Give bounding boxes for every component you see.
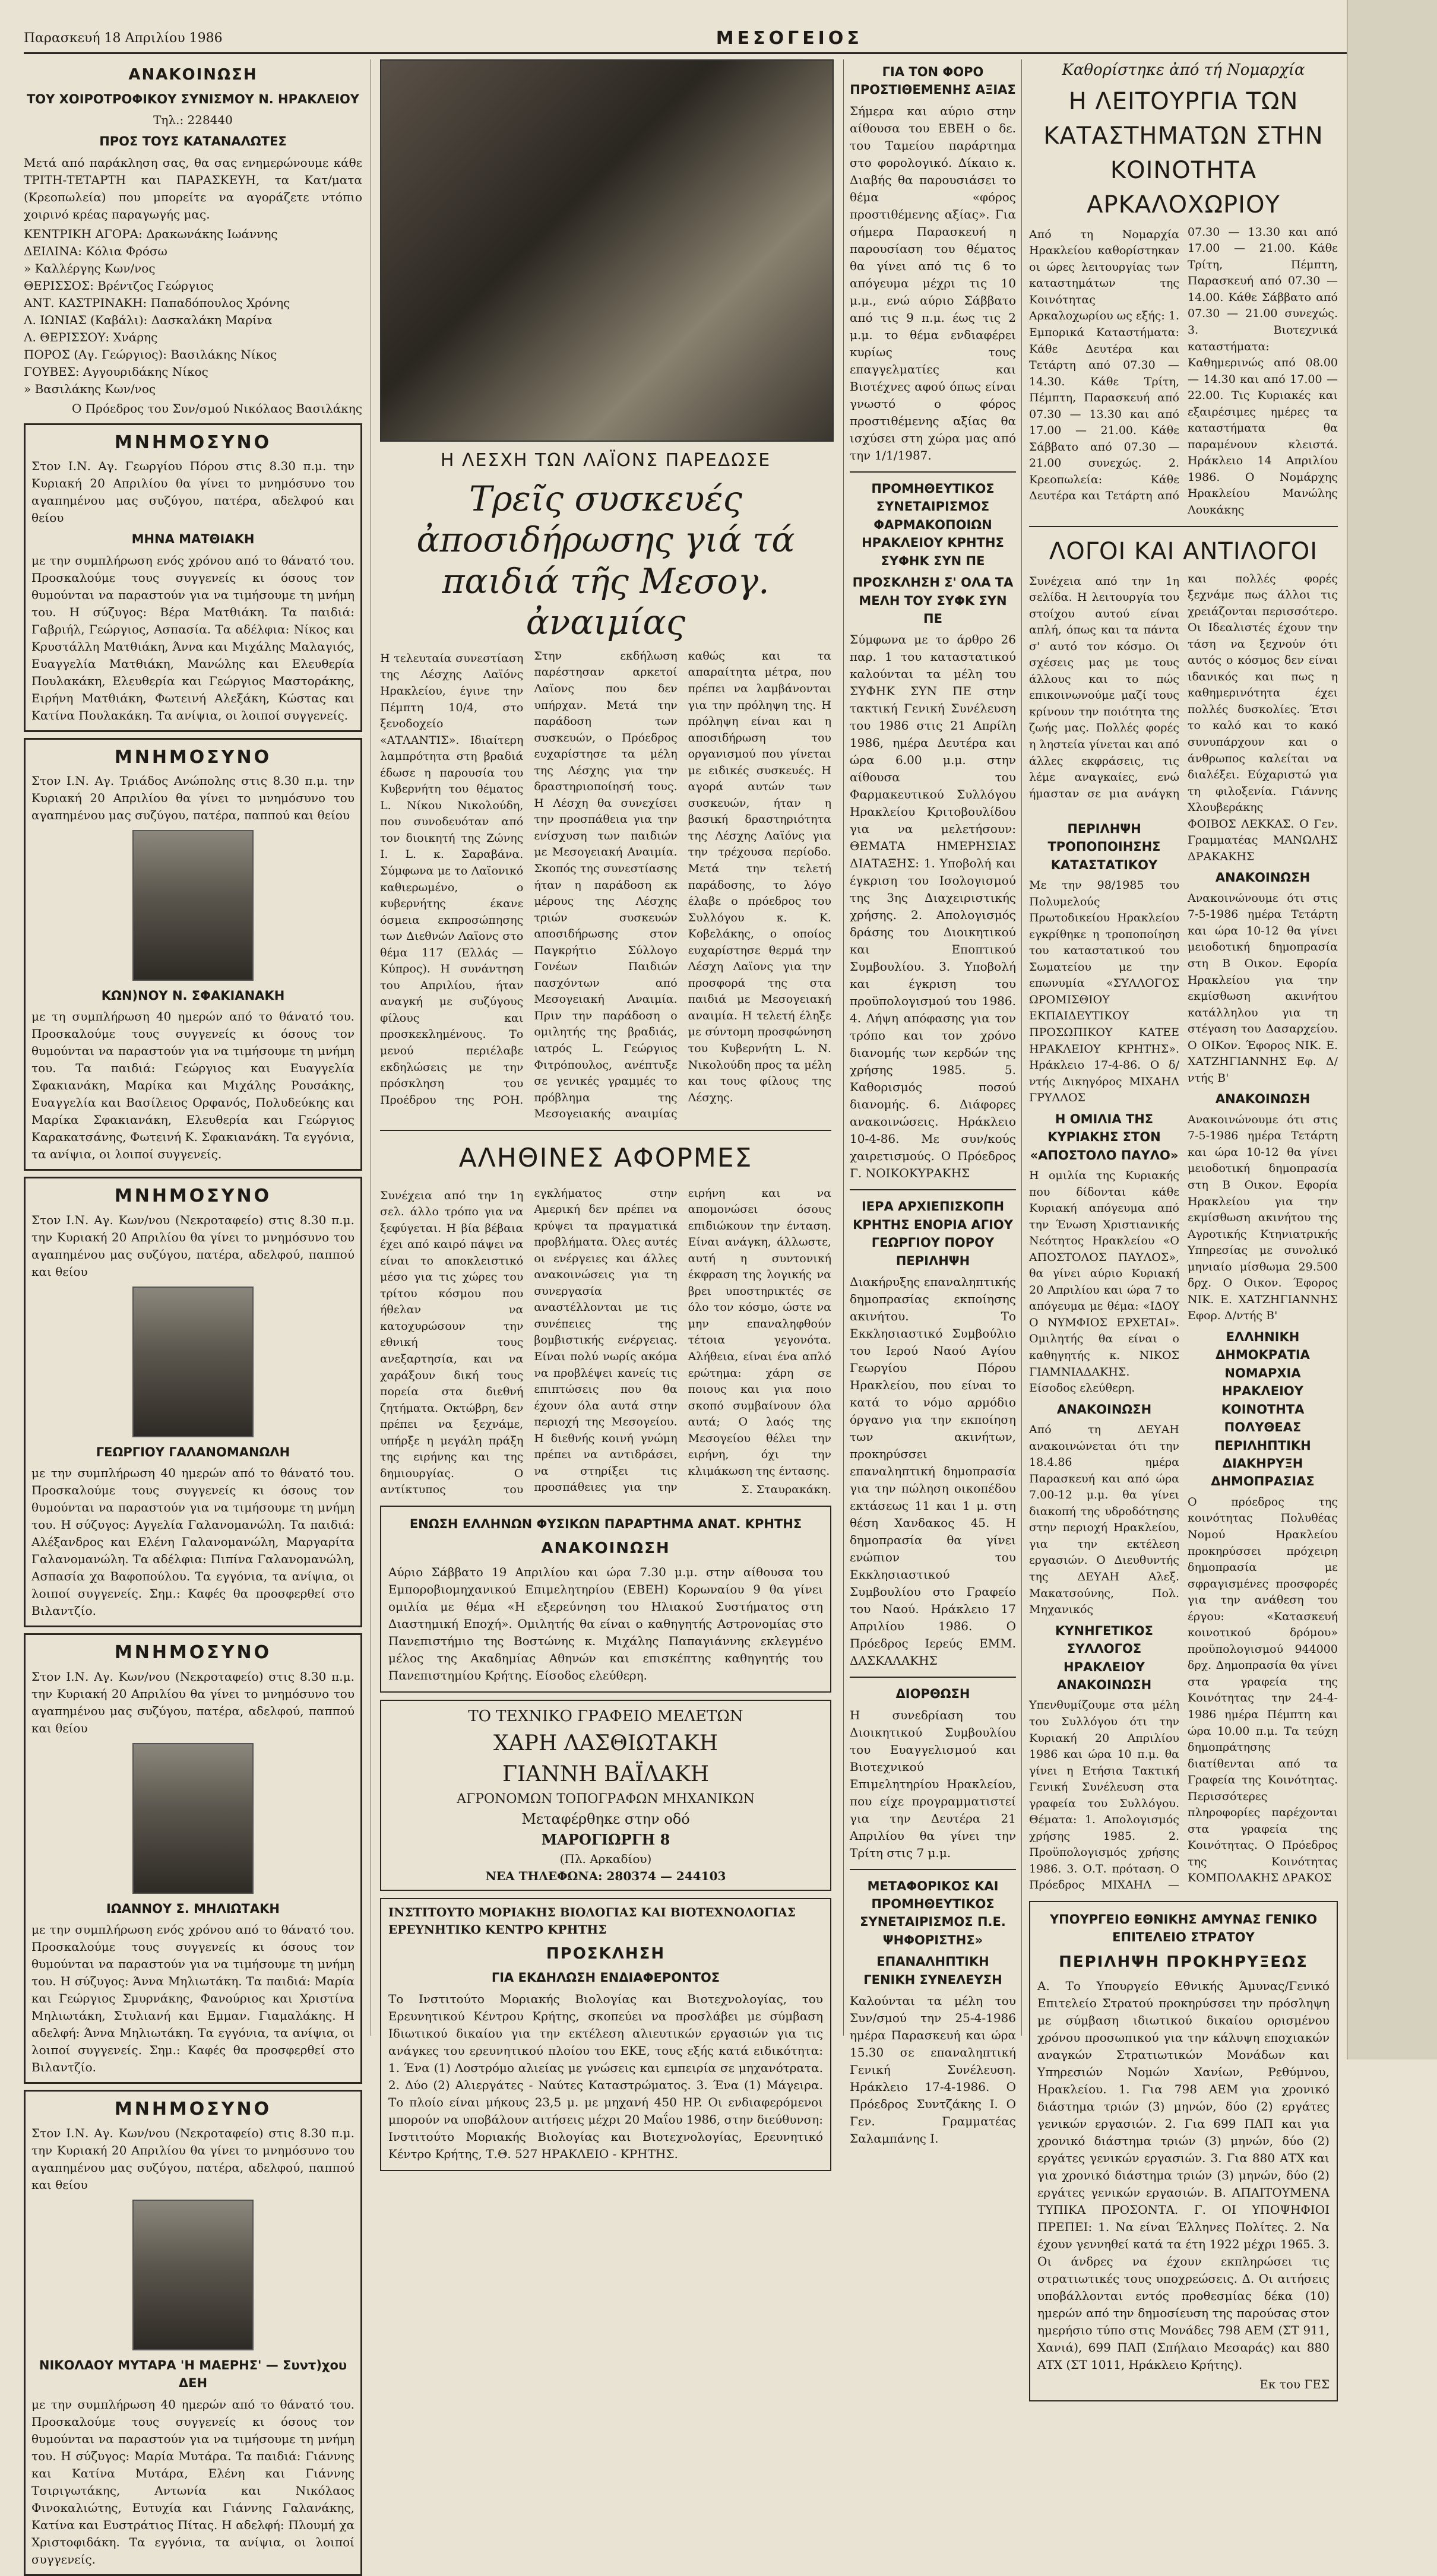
ann-tel: Τηλ.: 228440	[153, 113, 233, 128]
memorial-title: ΜΝΗΜΟΣΥΝΟ	[114, 1186, 272, 1207]
ges-org: ΥΠΟΥΡΓΕΙΟ ΕΘΝΙΚΗΣ ΑΜΥΝΑΣ ΓΕΝΙΚΟ ΕΠΙΤΕΛΕΙΟ ΣΤΡΑΤΟΥ	[1049, 1912, 1318, 1945]
ges-body: Α. Το Υπουργείο Εθνικής Άμυνας/Γενικό Επιτελείο Στρατού προκηρύσσει την πρόσληψη με σύμβαση ιδιωτικού δικαίου ορισμένου χρόνου προσωπικού για την κάλυψη εποχιακών αναγκών Στρατιωτικών Μονάδων και Υπηρεσιών Νομών Χανίων, Ρεθύμνου, Ηρακλείου. 1. Για 798 ΑΕΜ για χρονικό διάστημα τριών (3) μηνών, δύο (2) εργάτες γενικών εργασιών. 2. Για 699 ΠΑΠ και για χρονικό διάστημα τριών (3) μηνών, δύο (2) εργάτες γενικών εργασιών. 3. Για 880 ΑΤΧ και για χρονικό διάστημα τριών (3) μηνών, δύο (2) εργάτες γενικών εργασιών. Β. ΑΠΑΙΤΟΥΜΕΝΑ ΤΥΠΙΚΑ ΠΡΟΣΟΝΤΑ. Γ. ΟΙ ΥΠΟΨΗΦΙΟΙ ΠΡΕΠΕΙ: 1. Να είναι Έλληνες Πολίτες. 2. Να έχουν γεννηθεί κατά τα έτη 1922 μέχρι 1965. 3. Οι άνδρες να έχουν εκπληρώσει τις στρατιωτικές τους υποχρεώσεις. Δ. Οι αιτήσεις υποβάλλονται εντός προθεσμίας δέκα (10) ημερών από την δημοσίευση της παρούσας στον ημερήσιο τύπο στις Μονάδες 798 ΑΕΜ (ΣΤ 911, Χανιά), 699 ΠΑΠ (Σπήλαιο Μεσαράς) και 880 ΑΤΧ (ΣΤ 1011, Ηράκλειο Κρήτης).	[1037, 1978, 1330, 2372]
ann-list-item: » Καλλέργης Κων/νος	[24, 261, 156, 275]
header-date: Παρασκευή 18 Απριλίου 1986	[24, 30, 223, 46]
tech-office-ad	[380, 1700, 831, 1891]
efe-box	[380, 1506, 831, 1693]
lions-kicker: Η ΛΕΣΧΗ ΤΩΝ ΛΑΪΟΝΣ ΠΑΡΕΔΩΣΕ	[440, 450, 771, 471]
memorial-title: ΜΝΗΜΟΣΥΝΟ	[114, 2099, 272, 2120]
ann-list-item: ΚΕΝΤΡΙΚΗ ΑΓΟΡΑ: Δρακωνάκης Ιωάννης	[24, 226, 278, 241]
memorial-name: ΓΕΩΡΓΙΟΥ ΓΑΛΑΝΟΜΑΝΩΛΗ	[96, 1444, 290, 1459]
memorial-name: ΝΙΚΟΛΑΟΥ ΜΥΤΑΡΑ 'Η ΜΑΕΡΗΣ' — Συντ)χου ΔΕΗ	[39, 2358, 347, 2391]
dior-title: ΔΙΟΡΘΩΣΗ	[895, 1687, 970, 1702]
metaf-sub: ΕΠΑΝΑΛΗΠΤΙΚΗ ΓΕΝΙΚΗ ΣΥΝΕΛΕΥΣΗ	[863, 1954, 1002, 1987]
tech-line-7: (Πλ. Αρκαδίου)	[559, 1851, 652, 1866]
inst-body: Το Ινστιτούτο Μοριακής Βιολογίας και Βιοτεχνολογίας, του Ερευνητικού Κέντρου Κρήτης, σκοπεύει να προσλάβει με σύμβαση Ιδιωτικού δικαίου για την εκτέλεση αλιευτικών εργασιών για τις ανάγκες του ερευνητικού πλοίου του ΕΚΕ, τους εξής κατά ειδικότητα: 1. Ένα (1) Λοστρόμο αλιείας με γνώσεις και εμπειρία σε μηχανότρατα. 2. Δύο (2) Αλιεργάτες - Ναύτες Καταστρώματος. 3. Ένα (1) Μάγειρα. Το πλοίο είναι μήκους 23,5 μ. με μηχανή 450 HP. Οι ενδιαφερόμενοι μπορούν να υποβάλουν αιτήσεις μέχρι 20 Μαΐου 1986, στην διεύθυνση: Ινστιτούτο Μοριακής Βιολογίας και Βιοτεχνολογίας, Ερευνητικό Κέντρο Κρήτης, Τ.Θ. 527 ΗΡΑΚΛΕΙΟ - ΚΡΗΤΗΣ.	[388, 1991, 823, 2161]
lions-body: Η τελευταία συνεστίαση της Λέσχης Λαϊόνς Ηρακλείου, έγινε την Πέμπτη 10/4, στο ξενοδοχείο «ΑΤΛΑΝΤΙΣ». Ιδιαίτερη λαμπρότητα στη βραδιά έδωσε η παρουσία του Κυβερνήτη του θέματος L. Νίκου Νικολούδη, που συνοδευόταν από τον διοικητή της Ζώνης Ι. L. κ. Σαραβάνα. Σύμφωνα με το Λαϊονικό καθιερωμένο, ο κυβερνήτης έκανε όσμεια εκπροσώπησης των Διεθνών Λαϊονς στο θέμα 117 (Ελλάς — Κύπρος). Η συνάντηση του Απριλίου, ήταν αναγκή με συζύγους φίλους και προσκεκλημένους. Το μενού περιέλαβε εκδηλώσεις με την πρόσκληση του Προέδρου της ΡΟΗ. Στην εκδήλωση παρέστησαν αρκετοί Λαϊονς που δεν υπήρχαν. Μετά την παράδοση των συσκευών, ο Πρόεδρος ευχαρίστησε τα μέλη της Λέσχης για την δραστηριοποίησή τους. Η Λέσχη θα συνεχίσει την προσπάθεια για την ενίσχυση των παιδιών με Μεσογειακή Αναιμία. Σκοπός της συνεστίασης ήταν η παράδοση εκ μέρους της Λέσχης τριών συσκευών αποσιδήρωσης στον Παγκρήτιο Σύλλογο Γονέων Παιδιών πασχόντων από Μεσογειακή Αναιμία. Πριν την παράδοση ο ομιλητής της βραδιάς, ιατρός L. Γεώργιος Φιτρόπουλος, ανέπτυξε σε γενικές γραμμές το πρόβλημα της Μεσογειακής αναιμίας καθώς και τα απαραίτητα μέτρα, που πρέπει να λαμβάνονται για την πρόληψη της. Η πρόληψη είναι και η αποσιδήρωση του οργανισμού που γίνεται με ειδικές συσκευές. Η αγορά αυτών των συσκευών, ήταν η βασική δραστηριότητα της Λέσχης Λαϊόνς για την τρέχουσα περίοδο. Μετά την τελετή παράδοσης, το λόγο έλαβε ο πρόεδρος του Συλλόγου κ. Κ. Κοβελάκης, ο οποίος ευχαρίστησε θερμά την Λέσχη Λαϊονς για την προσφορά της στα παιδιά με Μεσογειακή αναιμία. Η τελετή έληξε με σύντομη προσφώνηση του Κυβερνήτη L. Ν. Νικολούδη προς τα μέλη και τους φίλους της Λέσχης.	[380, 649, 831, 1121]
memorial-body: Στον Ι.Ν. Αγ. Κων/νου (Νεκροταφείο) στις 8.30 π.μ. την Κυριακή 20 Απριλίου θα γίνει το μνημόσυνο του αγαπημένου μας συζύγου, πατέρα, αδελφού, παππού και θείου	[31, 1669, 354, 1735]
memorial-rest: με τη συμπλήρωση 40 ημερών από το θάνατό του. Προσκαλούμε τους συγγενείς κι όσους τον θυμούνται να παραστούν για να τιμήσουμε τη μνήμη του. Τα παιδιά: Γεώργιος και Ευαγγελία Σφακιανάκη, Μαρίκα και Μιχάλης Ρουσάκης, Ευαγγελία και Βασίλειος Ορφανός, Πολυδεύκης και Μαρίκα Σφακιανάκη, Ελευθερία και Γεώργιος Καρακατσάνης, Φωτεινή Κ. Σφακιανάκη. Τα εγγόνια, τα ανίψια, οι λοιποί συγγενείς.	[31, 1009, 354, 1162]
anak1-body: Ανακοινώνουμε ότι στις 7-5-1986 ημέρα Τετάρτη και ώρα 10-12 θα γίνει μειοδοτική δημοπρασία στη Β Οικον. Εφορία Ηρακλείου για την εκμίσθωση ακινήτου κατάλληλου για τη στέγαση του Δασαρχείου. Ο ΟΙΚον. Έφορος ΝΙΚ. Ε. ΧΑΤΖΗΓΙΑΝΝΗΣ Εφ. Δ/ντής Β'	[1188, 891, 1338, 1085]
metaf-body: Καλούνται τα μέλη του Συν/σμού την 25-4-1986 ημέρα Παρασκευή και ώρα 15.30 σε επαναληπτική Γενική Συνέλευση. Ηράκλειο 17-4-1986. Ο Πρόεδρος Συντζάκης Ι. Ο Γεν. Γραμματέας Σαλαμπάνης Ι.	[850, 1994, 1016, 2146]
memorial-4	[24, 1633, 362, 2084]
inst-sub: ΓΙΑ ΕΚΔΗΛΩΣΗ ΕΝΔΙΑΦΕΡΟΝΤΟΣ	[491, 1970, 720, 1985]
lions-article	[380, 648, 831, 1123]
ierd-body: Διακήρυξης επαναληπτικής δημοπρασίας εκποίησης ακινήτου. Το Εκκλησιαστικό Συμβούλιο του Ιερού Ναού Αγίου Γεωργίου Πόρου Ηρακλείου, που είναι το κατά το νόμο αρμόδιο όργανο για την εκποίηση των ακινήτων, προκηρύσσει επαναληπτική δημοπρασία για την πώληση οικοπέδου εκτάσεως 11 και 1 μ. στη θέση Χανδακος 45. Η δημοπρασία θα γίνει ενώπιον του Εκκλησιαστικού Συμβουλίου στο Γραφείο του Ναού. Ηράκλειο 17 Απριλίου 1986. Ο Πρόεδρος Ιερεύς ΕΜΜ. ΔΑΣΚΑΛΑΚΗΣ	[850, 1275, 1016, 1668]
tech-line-2: ΧΑΡΗ ΛΑΣΘΙΩΤΑΚΗ	[493, 1731, 719, 1756]
column-1	[24, 59, 371, 2567]
kyn-title: ΚΥΝΗΓΕΤΙΚΟΣ ΣΥΛΛΟΓΟΣ ΗΡΑΚΛΕΙΟΥ ΑΝΑΚΟΙΝΩΣΗ	[1055, 1623, 1153, 1692]
ann-list-item: ΠΟΡΟΣ (Αγ. Γεώργιος): Βασιλάκης Νίκος	[24, 347, 277, 362]
farm-sub: ΠΡΟΣΚΛΗΣΗ Σ' ΟΛΑ ΤΑ ΜΕΛΗ ΤΟΥ ΣΥΦΚ ΣΥΝ ΠΕ	[852, 575, 1014, 626]
dim-title: ΕΛΛΗΝΙΚΗ ΔΗΜΟΚΡΑΤΙΑ ΝΟΜΑΡΧΙΑ ΗΡΑΚΛΕΙΟΥ ΚΟΙΝΟΤΗΤΑ ΠΟΛΥΘΕΑΣ ΠΕΡΙΛΗΠΤΙΚΗ ΔΙΑΚΗΡΥΞΗ ΔΗΜΟΠΡΑΣΙΑΣ	[1211, 1329, 1315, 1489]
ann-list-item: Λ. ΙΩΝΙΑΣ (Καβάλι): Δασκαλάκη Μαρίνα	[24, 312, 273, 327]
column-2	[380, 59, 831, 2161]
memorial-title: ΜΝΗΜΟΣΥΝΟ	[114, 432, 272, 453]
farm-title: ΠΡΟΜΗΘΕΥΤΙΚΟΣ ΣΥΝΕΤΑΙΡΙΣΜΟΣ ΦΑΡΜΑΚΟΠΟΙΩΝ ΗΡΑΚΛΕΙΟΥ ΚΡΗΤΗΣ ΣΥΦΗΚ ΣΥΝ ΠΕ	[862, 481, 1004, 568]
column-4	[1021, 59, 1338, 2391]
metaf-title: ΜΕΤΑΦΟΡΙΚΟΣ ΚΑΙ ΠΡΟΜΗΘΕΥΤΙΚΟΣ ΣΥΝΕΤΑΙΡΙΣΜΟΣ Π.Ε. ΨΗΦΟΡΙΣΤΗΣ»	[860, 1878, 1006, 1947]
memorial-body: Στον Ι.Ν. Αγ. Τριάδος Ανώπολης στις 8.30 π.μ. την Κυριακή 20 Απριλίου θα γίνει το μνημόσυνο του αγαπημένου μας συζύγου, πατέρα, παππού και θείου	[31, 774, 354, 822]
page-header	[24, 24, 1413, 54]
ges-sign: Εκ του ΓΕΣ	[1259, 2377, 1330, 2391]
portrait-photo	[132, 1743, 254, 1894]
tech-line-1: ΤΟ ΤΕΧΝΙΚΟ ΓΡΑΦΕΙΟ ΜΕΛΕΤΩΝ	[468, 1707, 743, 1726]
memorial-2	[24, 738, 362, 1171]
ierd-title: ΙΕΡΑ ΑΡΧΙΕΠΙΣΚΟΠΗ ΚΡΗΤΗΣ ΕΝΟΡΙΑ ΑΓΙΟΥ ΓΕΩΡΓΙΟΥ ΠΟΡΟΥ ΠΕΡΙΛΗΨΗ	[853, 1199, 1013, 1268]
stasi-body: Με την 98/1985 του Πολυμελούς Πρωτοδικείου Ηρακλείου εγκρίθηκε η τροποποίηση του καταστατικού του Σωματείου με την επωνυμία «ΣΥΛΛΟΓΟΣ ΩΡΟΜΙΣΘΙΟΥ ΕΚΠΑΙΔΕΥΤΙΚΟΥ ΠΡΟΣΩΠΙΚΟΥ ΚΑΤΕΕ ΗΡΑΚΛΕΙΟΥ ΚΡΗΤΗΣ». Ηράκλειο 17-4-86. Ο δ/ντής Δικηγόρος ΜΙΧΑΗΛ ΓΡΥΛΛΟΣ	[1029, 879, 1179, 1105]
logoi-body: Συνέχεια από την 1η σελίδα. Η λειτουργία του στοίχου αυτού είναι απλή, όπως και τα πάντα σ' αυτό τον κόσμο. Οι σχέσεις μας με τους άλλους και το πώς επικοινωνούμε μαζί τους κρίνουν την ποιότητα της ζωής μας. Πολλές φορές η ληστεία γίνεται και από άλλες εκφράσεις, τις λέμε αναγκαίες, ενώ ήμασταν σε μια ανάγκη και πολλές φορές ξεχνάμε πως άλλοι τις χρειάζονται περισσότερο. Οι Ιδεαλιστές έχουν την τάση να ξεχνούν ότι αυτός ο κόσμος δεν είναι ιδανικός και πως η καθημερινότητα έχει πολλές δυσκολίες. Έτσι το καλό και το κακό συνυπάρχουν και ο άνθρωπος καλείται να διαλέξει. Εύχαριστώ για τη φιλοξενία. Γιάννης Χλουβεράκης	[1029, 572, 1338, 815]
ges-title: ΠΕΡΙΛΗΨΗ ΠΡΟΚΗΡΥΞΕΩΣ	[1059, 1953, 1308, 1971]
tech-line-6: ΜΑΡΟΓΙΩΡΓΗ 8	[541, 1830, 670, 1848]
memorial-rest: με την συμπλήρωση ενός χρόνου από το θάνατό του. Προσκαλούμε τους συγγενείς κι όσους τον θυμούνται να παραστούν για να τιμήσουμε τη μνήμη του. Η σύζυγος: Άννα Μηλιωτάκη. Τα παιδιά: Μαρία και Γεώργιος Σμυρνάκης, Φανούριος και Χριστίνα Μηλιωτάκη, Στυλιανή και Εμμαν. Γιαμαλάκης. Η αδελφή: Άννα Μηλιωτάκη. Τα εγγόνια, τα ανίψια, οι λοιποί συγγενείς. Σημ.: Καφές θα προσφερθεί στο Βιλαντζίο.	[31, 1922, 354, 2075]
dim-body: Ο πρόεδρος της κοινότητας Πολυθέας Νομού Ηρακλείου προκηρύσσει πρόχειρη δημοπρασία με σφραγισμένες προσφορές για την ανάθεση του έργου: «Κατασκευή κοινοτικού δρόμου» προϋπολογισμού 944000 δρχ. Δημοπρασία θα γίνει στα γραφεία της Κοινότητας την 24-4-1986 ημέρα Πέμπτη και ώρα 10.00 π.μ. Τα τεύχη δημοπράτησης διατίθενται από τα Γραφεία της Κοινότητας. Περισσότερες πληροφορίες παρέχονται στα γραφεία της Κοινότητας. Ο Πρόεδρος της Κοινότητας ΚΟΜΠΟΛΑΚΗΣ ΔΡΑΚΟΣ	[1188, 1495, 1338, 1885]
memorial-5	[24, 2090, 362, 2575]
anak2-title: ΑΝΑΚΟΙΝΩΣΗ	[1215, 1092, 1311, 1107]
memorial-rest: με την συμπλήρωση 40 ημερών από το θάνατό του. Προσκαλούμε τους συγγενείς κι όσους τον θυμούνται να παραστούν για να τιμήσουμε τη μνήμη του. Η σύζυγος: Μαρία Μυτάρα. Τα παιδιά: Γιάννης και Κατίνα Μυτάρα, Ελένη και Γιάννης Τσιριγωτάκης, Αντωνία και Νικόλαος Φινοκαλιώτης, Ευτυχία και Γιάννης Γαλανάκης, Κατίνα και Ευστράτιος Πίτας. Η αδελφή: Πλουμή χα Χριστοφιδάκη. Τα εγγόνια, τα ανίψια, οι λοιποί συγγενείς.	[31, 2397, 354, 2567]
dior-body: Η συνεδρίαση του Διοικητικού Συμβουλίου του Ευαγγελισμού και Βιοτεχνικού Επιμελητηρίου Ηρακλείου, που είχε προγραμματιστεί για την Δευτέρα 21 Απριλίου θα γίνει την Τρίτη στις 7 μ.μ.	[850, 1707, 1016, 1860]
tech-line-8: ΝΕΑ ΤΗΛΕΦΩΝΑ: 280374 — 244103	[485, 1868, 726, 1883]
ann-list-item: » Βασιλάκης Κων/νος	[24, 381, 156, 396]
memorial-title: ΜΝΗΜΟΣΥΝΟ	[114, 1642, 272, 1664]
omilia-body: Η ομιλία της Κυριακής που δίδονται κάθε Κυριακή απόγευμα από την Ένωση Χριστιανικής Νεότητος Ηρακλείου «Ο ΑΠΟΣΤΟΛΟΣ ΠΑΥΛΟΣ», θα γίνει αύριο Κυριακή 20 Απριλίου και ώρα 7 το απόγευμα με θέμα: «ΙΔΟΥ Ο ΝΥΜΦΙΟΣ ΕΡΧΕΤΑΙ». Ομιλητής θα είναι ο καθηγητής κ. ΝΙΚΟΣ ΓΙΑΜΝΙΑΔΑΚΗΣ. Είσοδος ελεύθερη.	[1029, 1169, 1179, 1395]
lower-section	[1029, 816, 1338, 1894]
ann-list-item: ΔΕΙΛΙΝΑ: Κόλια Φρόσω	[24, 243, 167, 258]
stasi-title: ΠΕΡΙΛΗΨΗ ΤΡΟΠΟΠΟΙΗΣΗΣ ΚΑΤΑΣΤΑΤΙΚΟΥ	[1047, 821, 1161, 872]
memorial-name: ΜΗΝΑ ΜΑΤΘΙΑΚΗ	[131, 532, 255, 547]
kad-article	[1029, 224, 1338, 519]
omilia-title: Η ΟΜΙΛΙΑ ΤΗΣ ΚΥΡΙΑΚΗΣ ΣΤΟΝ «ΑΠΟΣΤΟΛΟ ΠΑΥΛΟ»	[1030, 1111, 1179, 1162]
kad-body: Από τη Νομαρχία Ηρακλείου καθορίστηκαν οι ώρες λειτουργίας των καταστημάτων της Κοινότητας Αρκαλοχωρίου ως εξής: 1. Εμπορικά Καταστήματα: Κάθε Δευτέρα και Τετάρτη από 07.30 — 14.30. Κάθε Τρίτη, Πέμπτη, Παρασκευή από 07.30 — 13.30 και από 17.00 — 21.00. Κάθε Σάββατο από 07.30 — 21.00 συνεχώς. 2. Κρεοπωλεία: Κάθε Δευτέρα και Τετάρτη από 07.30 — 13.30 και από 17.00 — 21.00. Κάθε Τρίτη, Πέμπτη, Παρασκευή από 07.30 — 14.00. Κάθε Σάββατο από 07.30 — 21.00 συνεχώς. 3. Βιοτεχνικά καταστήματα: Καθημερινώς από 08.00 — 14.30 και από 17.00 — 22.00. Τις Κυριακές και εξαιρέσιμες ημέρες τα καταστήματα θα παραμένουν κλειστά. Ηράκλειο 14 Απριλίου 1986. Ο Νομάρχης Ηρακλείου Μανώλης Λουκάκης	[1029, 225, 1338, 517]
ann-list-item: Λ. ΘΕΡΙΣΣΟΥ: Χνάρης	[24, 329, 158, 344]
memorial-1	[24, 423, 362, 732]
foros-title: ΓΙΑ ΤΟΝ ΦΟΡΟ ΠΡΟΣΤΙΘΕΜΕΝΗΣ ΑΞΙΑΣ	[850, 65, 1016, 97]
memorial-rest: με την συμπλήρωση ενός χρόνου από το θάνατό του. Προσκαλούμε τους συγγενείς κι όσους τον θυμούνται να παραστούν για να τιμήσουμε τη μνήμη του. Η σύζυγος: Βέρα Ματθιάκη. Τα παιδιά: Γαβριήλ, Γεώργιος, Ασπασία. Τα αδέλφια: Νίκος και Κρυστάλλη Ματθιάκη, Άννα και Μιχάλης Μαλαγιός, Ευαγγελία Ματθιάκη, Μανώλης και Ελευθερία Πουλακάκη, Ελευθερία και Γεώργιος Μαστοράκης, Ειρήνη Ματθιάκη, Φωτεινή Αλεξάκη, Κώστας και Κατίνα Πουλακάκη. Τα ανίψια, οι λοιποί συγγενείς.	[31, 553, 354, 723]
column-3	[843, 59, 1016, 2146]
alithines-body: Συνέχεια από την 1η σελ. άλλο τρόπο για να ξεφύγεται. Η βία βέβαια έχει από καιρό πάψει να είναι το αποκλειστικό μέσο για τις χώρες του τρίτου κόσμου που ήθελαν να κατοχυρώσουν την εθνική τους ανεξαρτησία, και να χαράξουν δική τους πορεία στα διεθνή ζητήματα. Οκτώβρη, δεν πρέπει να ξεχνάμε, υπήρξε η μεγάλη πράξη της ειρήνης και της δημιουργίας. Ο αντίκτυπος του εγκλήματος στην Αμερική δεν πρέπει να κρύψει τα πραγματικά προβλήματα. Όλες αυτές οι ενέργειες και άλλες ανακοινώσεις για τη συνεργασία αναστέλλονται με τις συνέπειες της βομβιστικής ενέργειας. Είναι πολύ νωρίς ακόμα να προβλέψει κανείς τις επιπτώσεις που θα έχουν όλα αυτά στην περιοχή της Μεσογείου. Η διεθνής κοινή γνώμη πρέπει να αντιδράσει, να στηρίξει τις προσπάθειες για την ειρήνη και να απομονώσει όσους επιδιώκουν την ένταση. Είναι ανάγκη, άλλωστε, αυτή η συντονική έκφραση της λογικής να βρει υποστηρικτές σε όλο τον κόσμο, ώστε να μην επαναληφθούν τέτοια γεγονότα. Αλήθεια, είναι ένα απλό ερώτημα: χάρη σε ποιους και για ποιο σκοπό συμβαίνουν όλα αυτά; Ο λαός της Μεσογείου θέλει την ειρήνη, όχι την κλιμάκωση της έντασης.	[380, 1186, 831, 1497]
kad-headline: Η ΛΕΙΤΟΥΡΓΙΑ ΤΩΝ ΚΑΤΑΣΤΗΜΑΤΩΝ ΣΤΗΝ ΚΟΙΝΟΤΗΤΑ ΑΡΚΑΛΟΧΩΡΙΟΥ	[1043, 87, 1324, 218]
deyah-body: Από τη ΔΕΥΑΗ ανακοινώνεται ότι την 18.4.86 ημέρα Παρασκευή και από ώρα 7.00-12 μ.μ. θα γίνει διακοπή της υδροδότησης στην περιοχή Ηρακλείου, για την εκτέλεση εργασιών. Ο Διευθυντής της ΔΕΥΑΗ Αλεξ. Μακατσούνης, Πολ. Μηχανικός	[1029, 1423, 1179, 1617]
efe-body: Αύριο Σάββατο 19 Απριλίου και ώρα 7.30 μ.μ. στην αίθουσα του Εμποροβιομηχανικού Επιμελητηρίου (ΕΒΕΗ) Κορωναίου 9 θα γίνει ομιλία με θέμα «Η εξερεύνηση του Ηλιακού Συστήματος στη Διαστημική Εποχή». Ομιλητής θα είναι ο καθηγητής Αστρονομίας στο Πανεπιστήμιο της Βοστώνης κ. Μιχάλης Παπαγιάννης εκλεγμένο μέλος της Ακαδημίας Αθηνών και επισκέπτης καθηγητής του Πανεπιστημίου Κρήτης. Είσοδος ελεύθερη.	[388, 1565, 823, 1683]
alithines-sign: Σ. Σταυρακάκη.	[741, 1483, 831, 1497]
divider	[380, 1130, 831, 1131]
page-edge	[1347, 0, 1437, 2059]
ann-list-item: ΘΕΡΙΣΣΟΣ: Βρέντζος Γεώργιος	[24, 278, 214, 293]
ges-box	[1029, 1901, 1338, 2401]
memorial-body: Στον Ι.Ν. Αγ. Γεωργίου Πόρου στις 8.30 π.μ. την Κυριακή 20 Απριλίου θα γίνει το μνημόσυνο του αγαπημένου μας συζύγου, πατέρα, αδελφού και θείου	[31, 459, 354, 525]
portrait-photo	[132, 2200, 254, 2350]
memorial-name: ΙΩΑΝΝΟΥ Σ. ΜΗΛΙΩΤΑΚΗ	[106, 1901, 280, 1916]
logoi-title: ΛΟΓΟΙ ΚΑΙ ΑΝΤΙΛΟΓΟΙ	[1049, 537, 1318, 565]
divider	[850, 1189, 1016, 1190]
ann-body: Μετά από παράκληση σας, θα σας ενημερώνουμε κάθε ΤΡΙΤΗ-ΤΕΤΑΡΤΗ και ΠΑΡΑΣΚΕΥΗ, τα Κατ/ματα (Κρεοπωλεία) που μπορείτε να αγοράζετε ντόπιο χοιρινό κρέας παραγωγής μας.	[24, 155, 362, 221]
divider	[850, 471, 1016, 473]
ann-to: ΠΡΟΣ ΤΟΥΣ ΚΑΤΑΝΑΛΩΤΕΣ	[99, 134, 287, 149]
portrait-photo	[132, 830, 254, 981]
memorial-name: ΚΩΝ)ΝΟΥ Ν. ΣΦΑΚΙΑΝΑΚΗ	[101, 988, 285, 1003]
ann-title: ΑΝΑΚΟΙΝΩΣΗ	[128, 66, 258, 84]
alithines-title: ΑΛΗΘΙΝΕΣ ΑΦΟΡΜΕΣ	[458, 1142, 753, 1173]
tech-line-4: ΑΓΡΟΝΟΜΩΝ ΤΟΠΟΓΡΑΦΩΝ ΜΗΧΑΝΙΚΩΝ	[457, 1792, 755, 1807]
ann-list-item: ΑΝΤ. ΚΑΣΤΡΙΝΑΚΗ: Παπαδόπουλος Χρόνης	[24, 295, 290, 310]
memorial-rest: με την συμπλήρωση 40 ημερών από το θάνατό του. Προσκαλούμε τους συγγενείς κι όσους τον θυμούνται να παραστούν για να τιμήσουμε τη μνήμη του. Η σύζυγος: Αγγελία Γαλανομανώλη. Τα παιδιά: Αλέξανδρος και Ελένη Γαλανομανώλη, Μαργαρίτα Γαλανομανώλη. Τα αδέλφια: Πιπίνα Γαλανομανώλη, Ασπασία χα Βαφοπούλου. Τα εγγόνια, τα ανίψια, οι λοιποί συγγενείς. Σημ.: Καφές θα προσφερθεί στο Βιλαντζίο.	[31, 1466, 354, 1618]
tech-line-5: Μεταφέρθηκε στην οδό	[521, 1811, 690, 1827]
efe-title: ΑΝΑΚΟΙΝΩΣΗ	[541, 1539, 670, 1558]
farm-body: Σύμφωνα με το άρθρο 26 παρ. 1 του καταστατικού καλούνται τα μέλη του ΣΥΦΗΚ ΣΥΝ ΠΕ στην τακτική Γενική Συνέλευση του 1986 στις 21 Απρίλη 1986, ημέρα Δευτέρα και ώρα 6.00 μ.μ. στην αίθουσα του Φαρμακευτικού Συλλόγου Ηρακλείου Κριτοβουλίδου για να μελετήσουν: ΘΕΜΑΤΑ ΗΜΕΡΗΣΙΑΣ ΔΙΑΤΑΞΗΣ: 1. Υποβολή και έγκριση του Ισολογισμού της 3ης Διαχειριστικής χρήσης. 2. Απολογισμός δράσης του Διοικητικού και Εποπτικού Συμβουλίου. 3. Υποβολή και έγκριση του προϋπολογισμού του 1986. 4. Λήψη απόφασης για τον τρόπο και τον χρόνο διανομής των κερδών της χρήσης 1985. 5. Καθορισμός ποσού διανομής. 6. Διάφορες ανακοινώσεις. Ηράκλειο 10-4-86. Με συν/κούς χαιρετισμούς. Ο Πρόεδρος Γ. ΝΟΙΚΟΚΥΡΑΚΗΣ	[850, 632, 1016, 1181]
lions-headline: Τρεῖς συσκευές ἀποσιδήρωσης γιά τά παιδιά τῆς Μεσογ. ἀναιμίας	[416, 478, 795, 643]
ann-sign: Ο Πρόεδρος του Συν/σμού Νικόλαος Βασιλάκης	[71, 401, 362, 416]
portrait-photo	[132, 1287, 254, 1437]
ann-list-item: ΓΟΥΒΕΣ: Αγγουριδάκης Νίκος	[24, 364, 208, 379]
inst-org: ΙΝΣΤΙΤΟΥΤΟ ΜΟΡΙΑΚΗΣ ΒΙΟΛΟΓΙΑΣ ΚΑΙ ΒΙΟΤΕΧΝΟΛΟΓΙΑΣ ΕΡΕΥΝΗΤΙΚΟ ΚΕΝΤΡΟ ΚΡΗΤΗΣ	[388, 1905, 796, 1937]
lions-photo	[380, 59, 834, 442]
anak1-title: ΑΝΑΚΟΙΝΩΣΗ	[1215, 870, 1311, 885]
foros-body: Σήμερα και αύριο στην αίθουσα του ΕΒΕΗ ο δε. του Ταμείου παράρτημα στο φορολογικό. Δίκαιο κ. Διαβής θα παρουσιάσει το θέμα «φόρος προστιθέμενης αξίας». Για σήμερα Παρασκευή η παρουσίαση του θέματος θα γίνει από τις 6 το απόγευμα μέχρι τις 10 μ.μ., ενώ αύριο Σάββατο από τις 9 π.μ. έως τις 2 μ.μ. το θέμα ενδιαφέρει κυρίως τους επαγγελματίες και Βιοτέχνες αφού όπως είναι γνωστό ο φόρος προστιθέμενης αξίας θα ισχύσει στη χώρα μας από την 1/1/1987.	[850, 103, 1016, 462]
memorial-body: Στον Ι.Ν. Αγ. Κων/νου (Νεκροταφείο) στις 8.30 π.μ. την Κυριακή 20 Απριλίου θα γίνει το μνημόσυνο του αγαπημένου μας συζύγου, πατέρα, αδελφού, παππού και θείου	[31, 2125, 354, 2192]
memorial-body: Στον Ι.Ν. Αγ. Κων/νου (Νεκροταφείο) στις 8.30 π.μ. την Κυριακή 20 Απριλίου θα γίνει το μνημόσυνο του αγαπημένου μας συζύγου, πατέρα, αδελφού, παππού και θείου	[31, 1212, 354, 1279]
kad-kicker: Καθορίστηκε ἀπό τή Νομαρχία	[1062, 61, 1305, 79]
logoi-article	[1029, 571, 1338, 816]
efe-org: ΕΝΩΣΗ ΕΛΛΗΝΩΝ ΦΥΣΙΚΩΝ ΠΑΡΑΡΤΗΜΑ ΑΝΑΤ. ΚΡΗΤΗΣ	[409, 1516, 802, 1531]
tech-line-3: ΓΙΑΝΝΗ ΒΑΪΛΑΚΗ	[502, 1761, 709, 1786]
institute-box	[380, 1898, 831, 2171]
divider	[850, 1869, 1016, 1870]
inst-title: ΠΡΟΣΚΛΗΣΗ	[546, 1944, 666, 1963]
memorial-title: ΜΝΗΜΟΣΥΝΟ	[114, 746, 272, 768]
kyn-body: Υπενθυμίζουμε στα μέλη του Συλλόγου ότι την Κυριακή 20 Απριλίου 1986 και ώρα 10 π.μ. θα γίνει η Ετήσια Τακτική Γενική Συνέλευση στα γραφεία του Συλλόγου. Θέματα: 1. Απολογισμός χρήσης 1985. 2. Προϋπολογισμός χρήσης 1986. 3. Ο.Τ. πρόταση. Ο Πρόεδρος ΜΙΧΑΗΛ — ΦΟΙΒΟΣ ΛΕΚΚΑΣ. Ο Γεν. Γραμματέας ΜΑΝΩΛΗΣ ΔΡΑΚΑΚΗΣ	[1029, 817, 1338, 1892]
alithines-article	[380, 1186, 831, 1498]
anak2-body: Ανακοινώνουμε ότι στις 7-5-1986 ημέρα Τετάρτη και ώρα 10-12 θα γίνει μειοδοτική δημοπρασία στη Β Οικον. Εφορία Ηρακλείου για την εκμίσθωση ακινήτου της Αγροτικής Κτηνιατρικής Υπηρεσίας με συνολικό μηνιαίο μίσθωμα 29.500 δρχ. Ο Οικον. Έφορος ΝΙΚ. Ε. ΧΑΤΖΗΓΙΑΝΝΗΣ Εφορ. Δ/ντής Β'	[1188, 1113, 1338, 1323]
divider	[1029, 526, 1338, 527]
memorial-3	[24, 1177, 362, 1627]
ann-org: ΤΟΥ ΧΟΙΡΟΤΡΟΦΙΚΟΥ ΣΥΝΙΣΜΟΥ Ν. ΗΡΑΚΛΕΙΟΥ	[26, 91, 360, 106]
divider	[850, 1677, 1016, 1678]
masthead: ΜΕΣΟΓΕΙΟΣ	[716, 27, 863, 49]
deyah-title: ΑΝΑΚΟΙΝΩΣΗ	[1056, 1402, 1152, 1417]
